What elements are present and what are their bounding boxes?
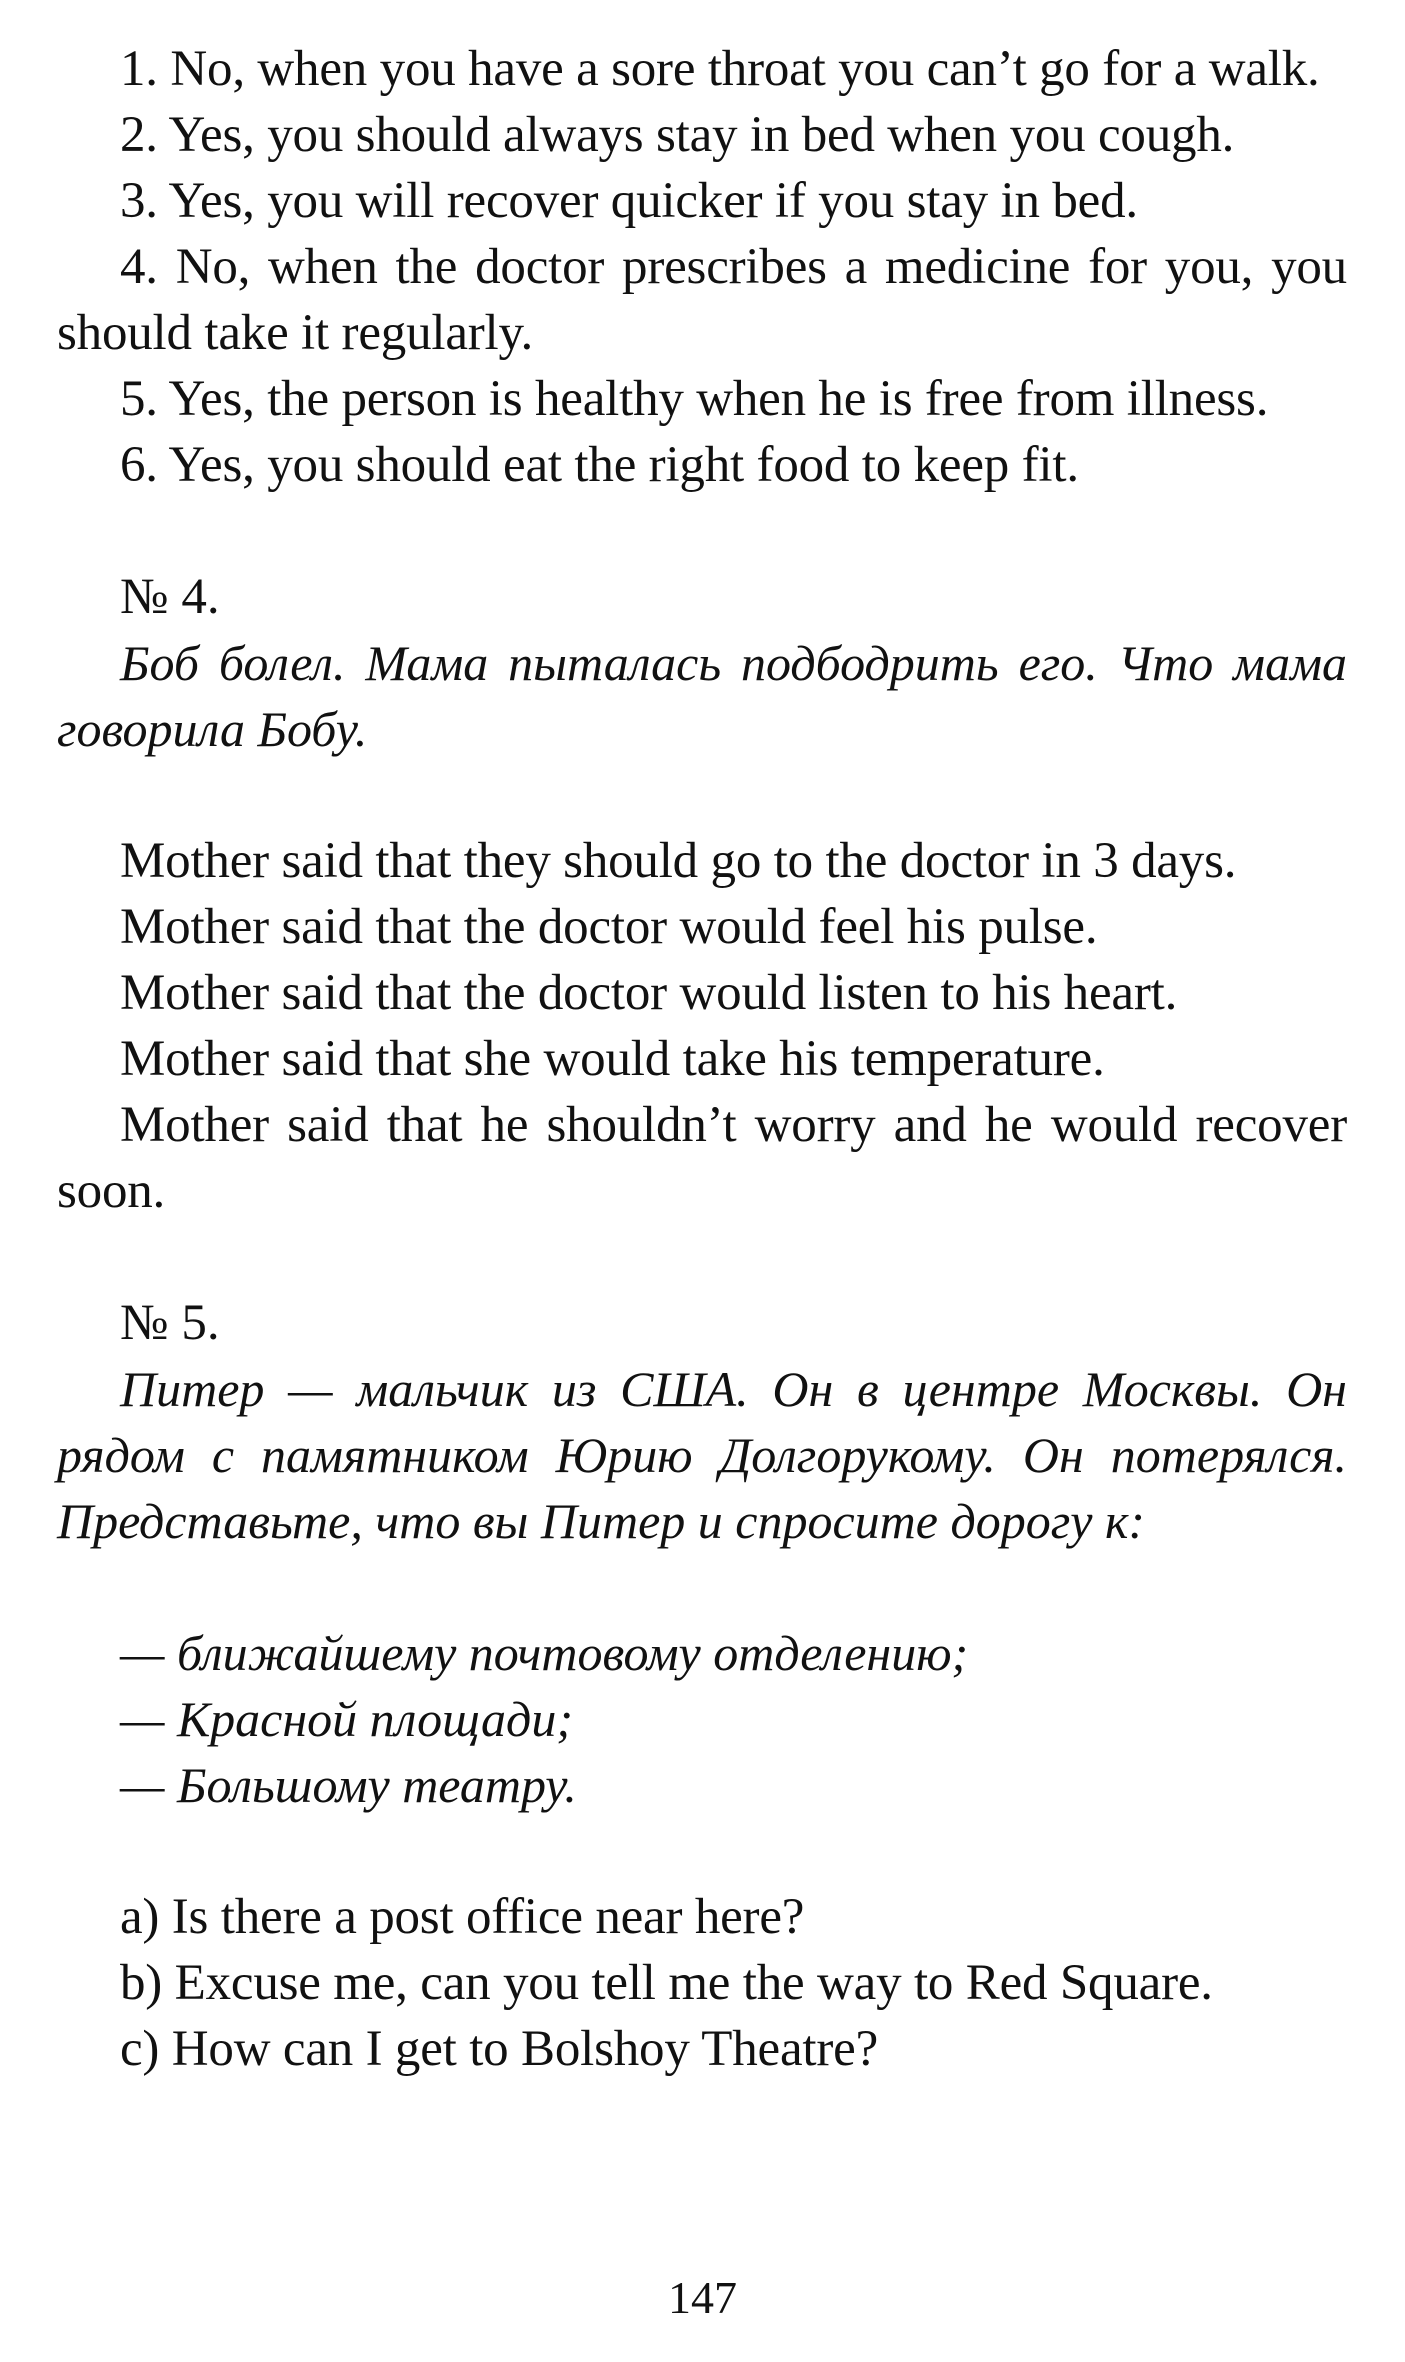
- exercise-4-answer-2: Mother said that the doctor would feel his pulse.: [120, 899, 1098, 955]
- exercise-5-answer-b: b) Excuse me, can you tell me the way to Red Square.: [120, 1955, 1213, 2011]
- exercise-5-title: № 5.: [120, 1295, 220, 1351]
- exercise-4-answer-3: Mother said that the doctor would listen to his heart.: [120, 965, 1178, 1021]
- answer-1: 1. No, when you have a sore throat you can’t go for a walk.: [120, 41, 1320, 97]
- exercise-4-answer-1: Mother said that they should go to the doctor in 3 days.: [120, 833, 1237, 889]
- exercise-4: [57, 564, 1347, 1224]
- exercise-4-answer-4: Mother said that she would take his temperature.: [120, 1031, 1105, 1087]
- spacer: [57, 1224, 1347, 1290]
- destination-item: — Большому театру.: [120, 1757, 577, 1813]
- destination-item: — Красной площади;: [120, 1691, 574, 1747]
- exercise-4-task: Боб болел. Мама пыталась подбодрить его. Что мама говорила Бобу.: [57, 635, 1347, 757]
- exercise-4-answer-5: Mother said that he shouldn’t worry and he would recover soon.: [57, 1097, 1347, 1219]
- spacer: [57, 1554, 1347, 1620]
- exercise-5-answer-a: a) Is there a post office near here?: [120, 1889, 805, 1945]
- destination-item: — ближайшему почтовому отделению;: [120, 1625, 969, 1681]
- answer-4: 4. No, when the doctor prescribes a medicine for you, you should take it regularly.: [57, 239, 1347, 361]
- spacer: [57, 762, 1347, 828]
- answer-5: 5. Yes, the person is healthy when he is free from illness.: [120, 371, 1269, 427]
- exercise-5-task: Питер — мальчик из США. Он в центре Москвы. Он рядом с памятником Юрию Долгорукому. Он потерялся. Представьте, что вы Питер и спросите дорогу к:: [57, 1361, 1347, 1549]
- answer-2: 2. Yes, you should always stay in bed when you cough.: [120, 107, 1235, 163]
- answer-6: 6. Yes, you should eat the right food to keep fit.: [120, 437, 1079, 493]
- answer-3: 3. Yes, you will recover quicker if you stay in bed.: [120, 173, 1138, 229]
- spacer: [57, 498, 1347, 564]
- page-content: [57, 36, 1347, 2082]
- page-number: 147: [668, 2272, 737, 2323]
- exercise-4-title: № 4.: [120, 569, 220, 625]
- answers-block-3: [57, 36, 1347, 498]
- destination-list: [57, 1620, 1347, 1818]
- spacer: [57, 1818, 1347, 1884]
- exercise-5-answer-c: c) How can I get to Bolshoy Theatre?: [120, 2021, 879, 2077]
- exercise-5: [57, 1290, 1347, 2082]
